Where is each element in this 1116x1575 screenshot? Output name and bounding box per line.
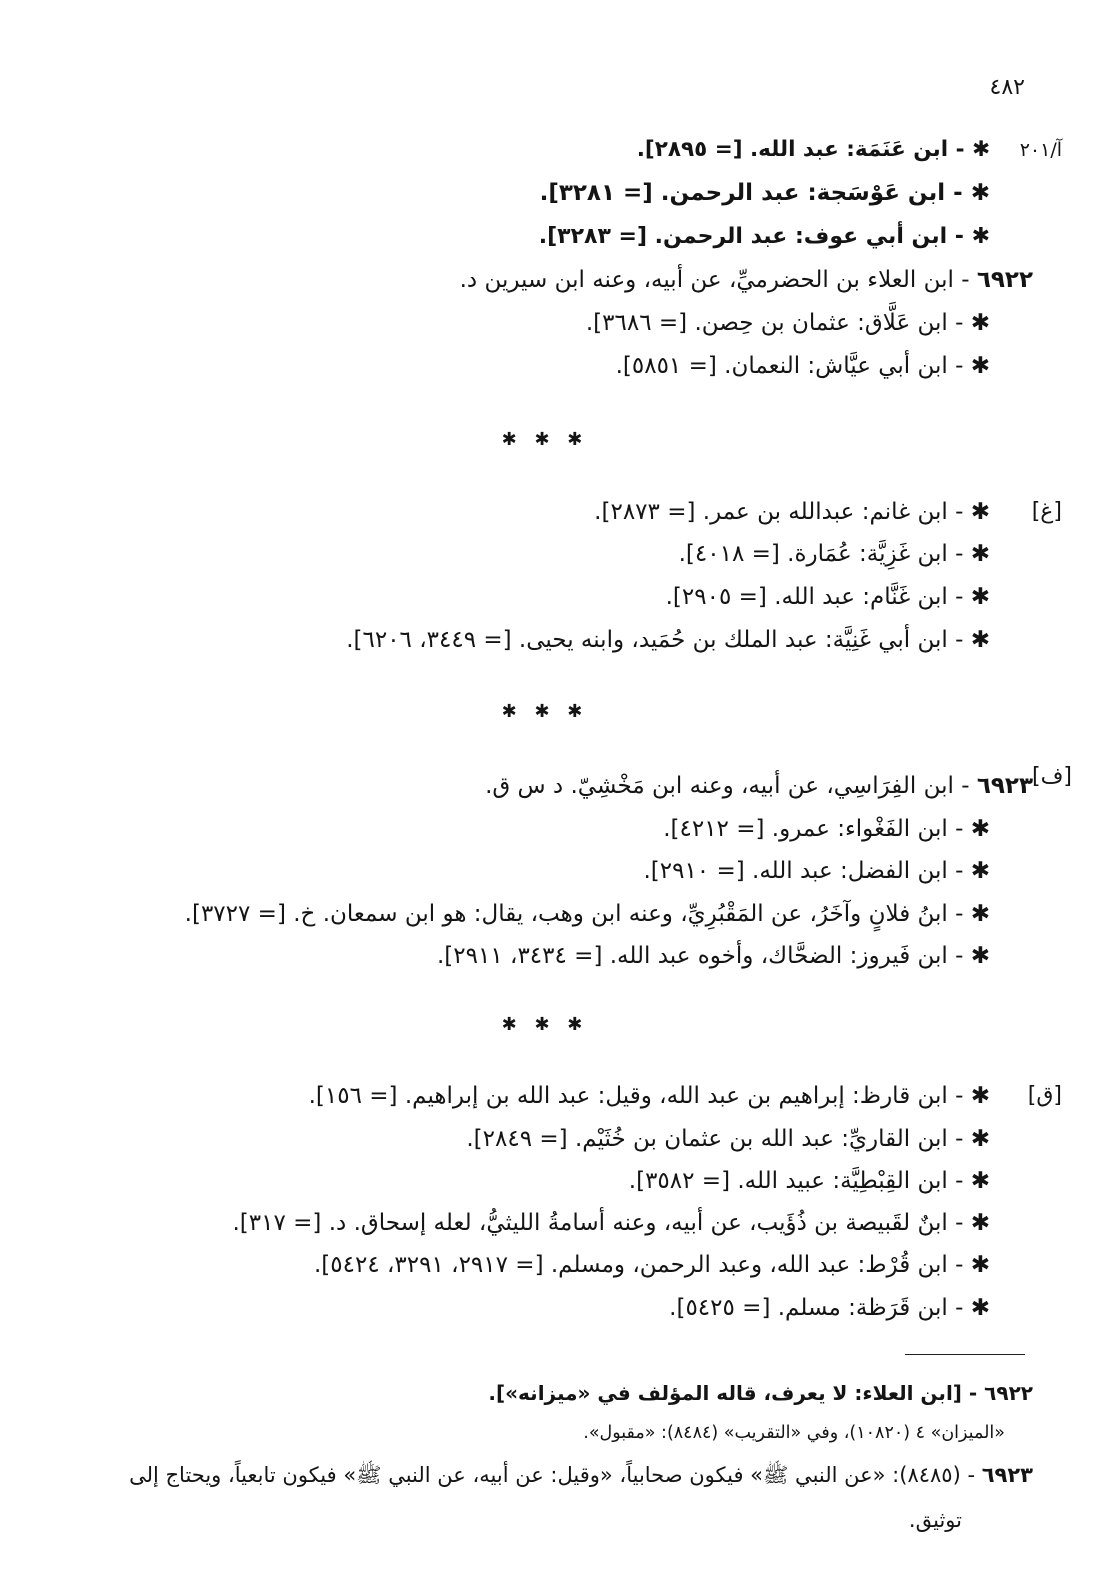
section-separator: ✱ ✱ ✱ bbox=[501, 1014, 589, 1035]
index-entry bbox=[540, 176, 990, 210]
footnote-text: - [ابن العلاء: لا يعرف، قاله المؤلف في «ميزانه»]. bbox=[488, 1381, 978, 1405]
entry-text: ✱ - ابن الفضل: عبد الله. [= ٢٩١٠]. bbox=[643, 858, 990, 884]
entry-text: ✱ - ابن قَرَظة: مسلم. [= ٥٤٢٥]. bbox=[669, 1295, 990, 1321]
section-marker-fa: [ف] bbox=[1032, 764, 1072, 789]
footnote-line bbox=[488, 1376, 1033, 1410]
entry-number: ٦٩٢٢ bbox=[976, 267, 1033, 293]
page-number-text: ٤٨٢ bbox=[989, 75, 1025, 100]
page-number bbox=[965, 71, 1025, 105]
index-entry bbox=[630, 854, 990, 888]
entry-text: ✱ - ابن عَلَّاق: عثمان بن حِصن. [= ٣٦٨٦]. bbox=[585, 310, 990, 336]
index-entry bbox=[250, 1248, 990, 1282]
footnote-rule bbox=[905, 1354, 1025, 1355]
entry-text: ✱ - ابن أبي عوف: عبد الرحمن. [= ٣٢٨٣]. bbox=[538, 224, 990, 249]
footnote-line bbox=[892, 1503, 962, 1537]
index-entry bbox=[625, 580, 990, 614]
footnote-text: «الميزان» ٤ (١٠٨٢٠)، وفي «التقريب» (٨٤٨٤): «مقبول». bbox=[583, 1423, 1005, 1443]
entry-text: ✱ - ابن غَزِيَّة: عُمَارة. [= ٤٠١٨]. bbox=[678, 541, 990, 567]
entry-text: ✱ - ابن فَيروز: الضحَّاك، وأخوه عبد الله. [= ٣٤٣٤، ٢٩١١]. bbox=[437, 943, 990, 969]
index-entry bbox=[270, 623, 990, 657]
index-entry bbox=[435, 1122, 990, 1156]
entry-text: ✱ - ابن عَوْسَجة: عبد الرحمن. [= ٣٢٨١]. bbox=[539, 180, 990, 206]
index-entry bbox=[630, 133, 990, 167]
entry-number: ٦٩٢٣ bbox=[976, 773, 1033, 799]
numbered-entry bbox=[423, 769, 1033, 803]
entry-text: ✱ - ابن عَنَمَة: عبد الله. [= ٢٨٩٥]. bbox=[636, 137, 990, 162]
footnote-text: توثيق. bbox=[908, 1508, 962, 1532]
index-entry bbox=[525, 1291, 990, 1325]
entry-text: - ابن العلاء بن الحضرميِّ، عن أبيه، وعنه ابن سيرين د. bbox=[459, 267, 970, 293]
index-entry bbox=[625, 537, 990, 571]
section-separator: ✱ ✱ ✱ bbox=[501, 429, 589, 450]
index-entry bbox=[270, 1079, 990, 1113]
footnote-text: - (٨٤٨٥): «عن النبي ﷺ» فيكون صحابياً، «وقيل: عن أبيه، عن النبي ﷺ» فيكون تابعياً، ويحتاج إلى bbox=[129, 1463, 976, 1487]
entry-text: ✱ - ابن أبي عيَّاش: النعمان. [= ٥٨٥١]. bbox=[615, 353, 990, 379]
entry-text: ✱ - ابن غانم: عبدالله بن عمر. [= ٢٨٧٣]. bbox=[594, 499, 990, 525]
entry-text: ✱ - ابن قارظ: إبراهيم بن عبد الله، وقيل: عبد الله بن إبراهيم. [= ١٥٦]. bbox=[308, 1083, 990, 1109]
index-entry bbox=[185, 1206, 990, 1240]
entry-text: ✱ - ابن القِبْطِيَّة: عبيد الله. [= ٣٥٨٢]. bbox=[628, 1168, 990, 1194]
index-entry bbox=[625, 812, 990, 846]
entry-text: ✱ - ابن القاريِّ: عبد الله بن عثمان بن خُثَيْم. [= ٢٨٤٩]. bbox=[466, 1126, 990, 1152]
index-entry bbox=[545, 1164, 990, 1198]
footnote-line bbox=[48, 1458, 1033, 1492]
index-entry bbox=[520, 349, 990, 383]
footnote-number: ٦٩٢٣ bbox=[981, 1463, 1033, 1487]
numbered-entry bbox=[423, 263, 1033, 297]
index-entry bbox=[515, 306, 990, 340]
entry-text: - ابن الفِرَاسِي، عن أبيه، وعنه ابن مَخْشِيّ. د س ق. bbox=[485, 773, 970, 799]
entry-text: ✱ - ابن غَنَّام: عبد الله. [= ٢٩٠٥]. bbox=[665, 584, 990, 610]
index-entry bbox=[115, 897, 990, 931]
index-entry bbox=[540, 495, 990, 529]
section-separator: ✱ ✱ ✱ bbox=[501, 701, 589, 722]
footnote-line bbox=[575, 1416, 1005, 1450]
section-marker-ghayn: [غ] bbox=[1031, 499, 1062, 524]
index-entry bbox=[375, 939, 990, 973]
entry-text: ✱ - ابن قُرْط: عبد الله، وعبد الرحمن، ومسلم. [= ٢٩١٧، ٣٢٩١، ٥٤٢٤]. bbox=[313, 1252, 990, 1278]
entry-text: ✱ - ابن الفَغْواء: عمرو. [= ٤٢١٢]. bbox=[663, 816, 990, 842]
folio-note: آ/٢٠١ bbox=[1019, 139, 1062, 161]
entry-text: ✱ - ابن أبي غَنِيَّة: عبد الملك بن حُمَيد، وابنه يحيى. [= ٣٤٤٩، ٦٢٠٦]. bbox=[346, 627, 990, 653]
entry-text: ✱ - ابنٌ لقَبيصة بن ذُؤَيب، عن أبيه، وعنه أسامةُ الليثيُّ، لعله إسحاق. د. [= ٣١٧]. bbox=[232, 1210, 990, 1236]
section-marker-qaf: [ق] bbox=[1027, 1083, 1062, 1108]
entry-text: ✱ - ابنُ فلانٍ وآخَرُ، عن المَقْبُرِيِّ، وعنه ابن وهب، يقال: هو ابن سمعان. خ. [= ٣٧٢٧]. bbox=[184, 901, 990, 927]
footnote-number: ٦٩٢٢ bbox=[984, 1381, 1033, 1405]
index-entry bbox=[535, 220, 990, 254]
